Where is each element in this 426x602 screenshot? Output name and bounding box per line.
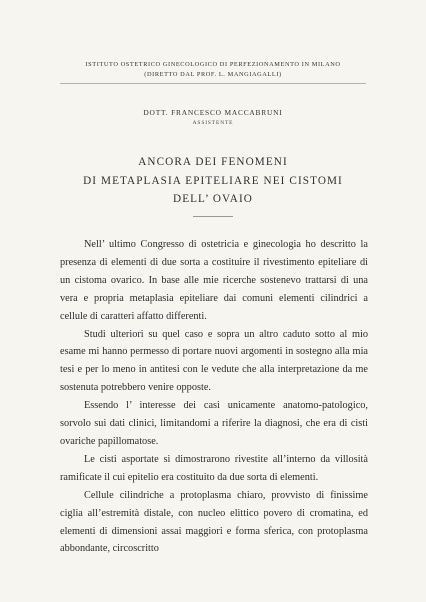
title-line-3: DELL’ OVAIO (173, 193, 253, 205)
paragraph: Le cisti asportate si dimostrarono rivestite all’interno da villosità ramificate il cui epitelio era costituito da due sorta di elementi. (60, 453, 368, 483)
paragraph: Studi ulteriori su quel caso e sopra un altro caduto sotto al mio esame mi hanno permesso di portare nuovi argomenti in sostegno alla mia tesi e per lo meno in antitesi con le vedute che alla interpretazione da me sostenuta potrebbero venire opposte. (60, 328, 368, 394)
institute-name: ISTITUTO OSTETRICO GINECOLOGICO DI PERFEZIONAMENTO IN MILANO (85, 61, 341, 68)
paragraph: Essendo l’ interesse dei casi unicamente anatomo-patologico, sorvolo sui dati clinici, limitandomi a riferire la diagnosi, che era di cisti ovariche papillomatose. (60, 400, 368, 447)
institute-director: (DIRETTO DAL PROF. L. MANGIAGALLI) (144, 71, 282, 78)
paragraph: Cellule cilindriche a protoplasma chiaro, provvisto di finissime ciglia all’estremità distale, con nucleo elittico povero di cromatina, ed elementi di dimensioni assai maggiori e forma sferica, con protoplasma abbondante, circoscritto (60, 489, 368, 555)
author-name: DOTT. FRANCESCO MACCABRUNI (143, 108, 283, 117)
title-line-1: ANCORA DEI FENOMENI (138, 156, 288, 168)
article-title (40, 153, 386, 209)
title-separator (193, 216, 233, 217)
title-line-2: DI METAPLASIA EPITELIARE NEI CISTOMI (83, 174, 343, 187)
institute-header (60, 60, 366, 80)
author-role: ASSISTENTE (192, 120, 234, 126)
article-body (60, 236, 368, 558)
paragraph: Nell’ ultimo Congresso di ostetricia e ginecologia ho descritto la presenza di elementi di due sorta a costituire il rivestimento epiteliare di un cistoma ovarico. In base alle mie ricerche sostenevo trattarsi di una vera e propria metaplasia epiteliare dai comuni elementi cilindrici a cellule di caratteri affatto differenti. (60, 239, 368, 322)
header-rule (60, 83, 366, 84)
